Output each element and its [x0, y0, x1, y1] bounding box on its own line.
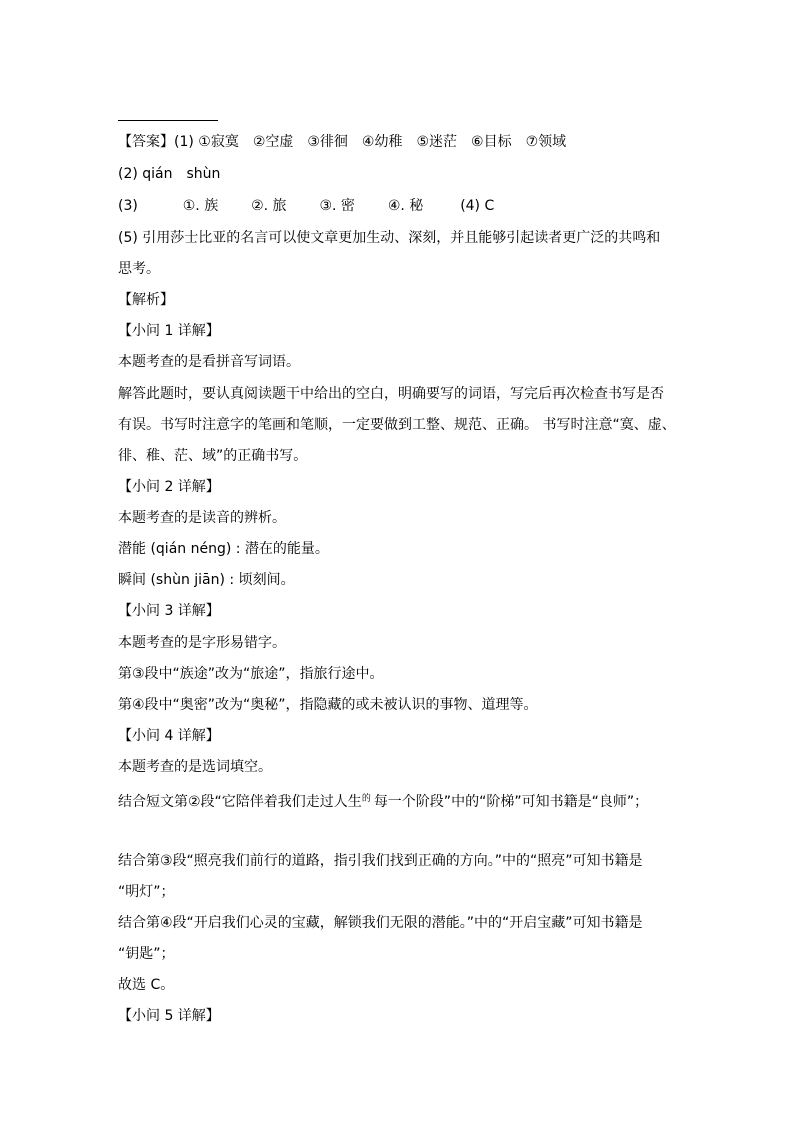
- subquestion-4-text: [118, 792, 648, 812]
- subquestion-4-text-part: 结合短文第②段“它陪伴着我们走过人生: [118, 794, 362, 810]
- subquestion-5-title: 【小问 5 详解】: [118, 1008, 220, 1024]
- answer-q3-item: ①. 族: [182, 198, 219, 214]
- subquestion-4-text: 结合第③段“照亮我们前行的道路，指引我们找到正确的方向。”中的“照亮”可知书籍是: [118, 853, 643, 869]
- answer-q3-item: ④. 秘: [387, 198, 424, 214]
- answer-heading-line: 【答案】(1) ①寂寞 ②空虚 ③徘徊 ④幼稚 ⑤迷茫 ⑥目标 ⑦领域: [118, 134, 567, 150]
- subquestion-3-text: 第④段中“奥密”改为“奥秘”，指隐藏的或未被认识的事物、道理等。: [118, 697, 538, 713]
- answer-q4: (4) C: [460, 198, 495, 214]
- subquestion-1-text: 徘、稚、茫、域”的正确书写。: [118, 448, 308, 464]
- subquestion-3-text: 第③段中“族途”改为“旅途”，指旅行途中。: [118, 666, 384, 682]
- answer-q5-line2: 思考。: [118, 261, 160, 277]
- superscript-char: 的: [361, 794, 371, 804]
- subquestion-2-title: 【小问 2 详解】: [118, 479, 220, 495]
- answer-q5-line1: (5) 引用莎士比亚的名言可以使文章更加生动、深刻，并且能够引起读者更广泛的共鸣和: [118, 230, 661, 246]
- subquestion-4-text: 结合第④段“开启我们心灵的宝藏，解锁我们无限的潜能。”中的“开启宝藏”可知书籍是: [118, 915, 643, 931]
- answer-q3-label: (3): [118, 198, 138, 214]
- subquestion-4-text: 本题考查的是选词填空。: [118, 759, 272, 775]
- subquestion-1-text: 有误。书写时注意字的笔画和笔顺，一定要做到工整、规范、正确。 书写时注意“寞、虚、: [118, 417, 676, 433]
- subquestion-4-text: “钥匙”；: [118, 946, 175, 962]
- subquestion-4-text: “明灯”；: [118, 884, 175, 900]
- subquestion-1-title: 【小问 1 详解】: [118, 323, 220, 339]
- subquestion-2-text: 瞬间 (shùn jiān) : 顷刻间。: [118, 572, 295, 588]
- answer-q2: (2) qián shùn: [118, 166, 221, 182]
- subquestion-2-text: 本题考查的是读音的辨析。: [118, 510, 286, 526]
- subquestion-4-text-part: 每一个阶段”中的“阶梯”可知书籍是“良师”；: [373, 794, 649, 810]
- answer-q3-item: ③. 密: [319, 198, 355, 214]
- answer-q3-q4-line: [118, 196, 494, 216]
- analysis-heading: 【解析】: [118, 292, 174, 308]
- footnote-rule: [118, 120, 218, 121]
- subquestion-1-text: 解答此题时，要认真阅读题干中给出的空白，明确要写的词语，写完后再次检查书写是否: [118, 386, 664, 402]
- subquestion-4-text: 故选 C。: [118, 977, 175, 993]
- subquestion-1-text: 本题考查的是看拼音写词语。: [118, 354, 300, 370]
- subquestion-4-title: 【小问 4 详解】: [118, 728, 220, 744]
- subquestion-3-text: 本题考查的是字形易错字。: [118, 635, 286, 651]
- subquestion-2-text: 潜能 (qián néng) : 潜在的能量。: [118, 541, 329, 557]
- subquestion-3-title: 【小问 3 详解】: [118, 603, 220, 619]
- answer-q3-item: ②. 旅: [251, 198, 287, 214]
